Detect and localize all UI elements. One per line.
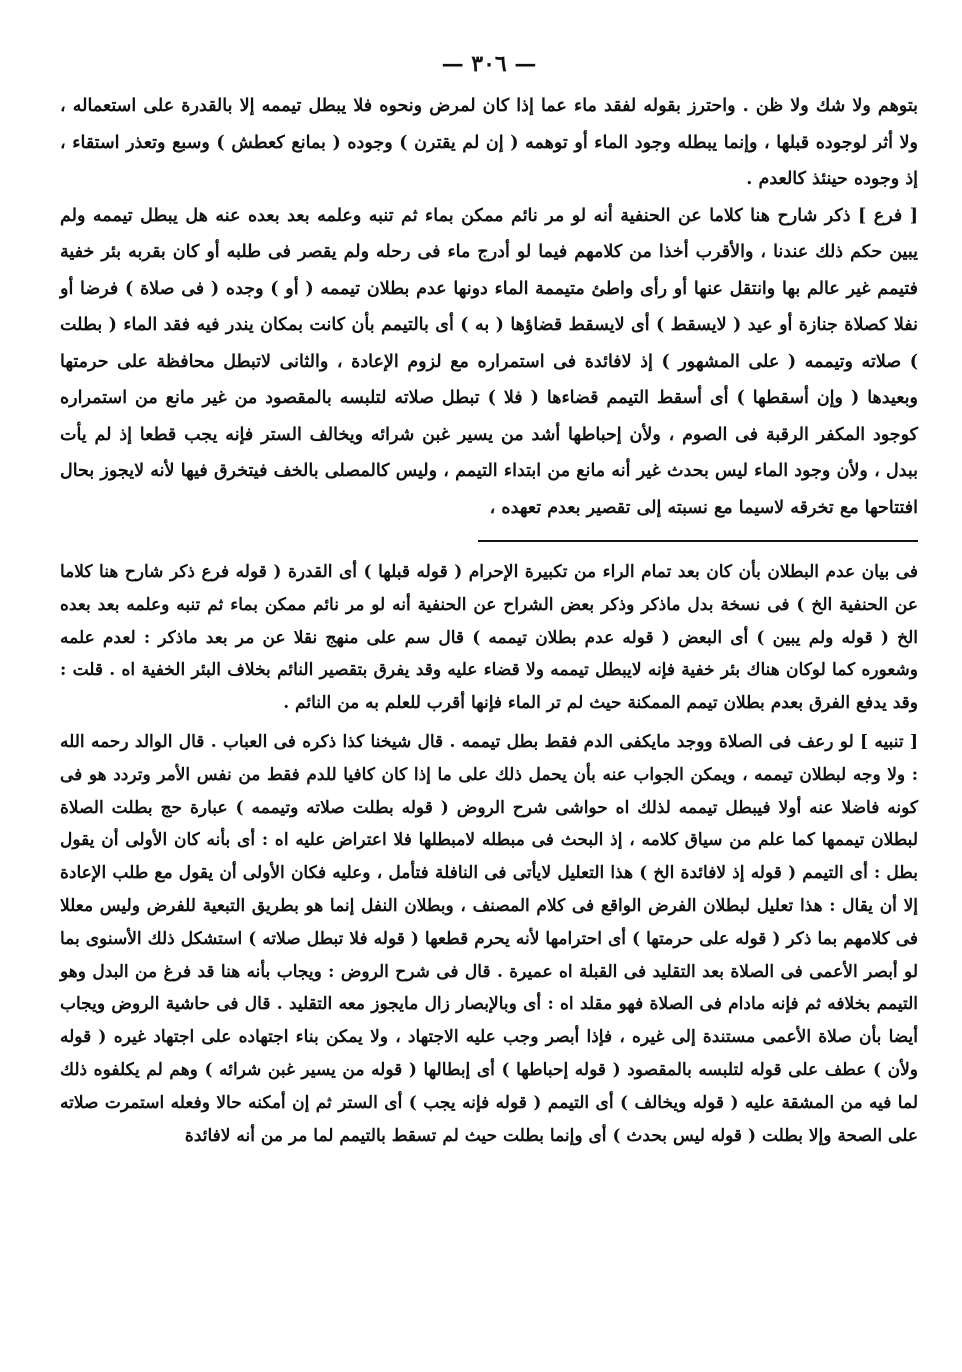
main-paragraph: [ فرع ] ذكر شارح هنا كلاما عن الحنفية أنه لو مر نائم ممكن بماء ثم تنبه وعلمه بعد بعده عنه هل يبطل تيممه ولم يبين حكم ذلك عندنا ، والأقرب أخذا من كلامهم فيما لو أدرج ماء فى رحله ولم يقصر فى طلبه أو كان بقربه بئر خفية فتيمم غير عالم بها وانتقل عنها أو رأى واطئ متيممة الماء دونها عدم بطلان تيممه ( أو ) وجده ( فى صلاة ) فرضا أو نفلا كصلاة جنازة أو عيد ( لايسقط ) أى لايسقط قضاؤها ( به ) أى بالتيمم بأن كانت بمكان يندر فيه فقد الماء ( بطلت ) صلاته وتيممه ( على المشهور ) إذ لافائدة فى استمراره مع لزوم الإعادة ، والثانى لاتبطل محافظة على حرمتها وبعيدها ( وإن أسقطها ) أى أسقط التيمم قضاءها ( فلا ) تبطل صلاته لتلبسه بالمقصود من غير مانع من استمراره كوجود المكفر الرقبة فى الصوم ، ولأن إحباطها أشد من يسير غبن شرائه ويخالف الستر فإنه يجب قطعا إذ لم يأت ببدل ، ولأن وجود الماء ليس بحدث غير أنه مانع من ابتداء التيمم ، وليس كالمصلى بالخف فيتخرق فيها لأنه لايجوز بحال افتتاحها مع تخرقه لاسيما مع نسبته إلى تقصير بعدم تعهده ، xyxy=(60,205,918,518)
page-number: — ٣٠٦ — xyxy=(441,51,537,77)
commentary-paragraph: [ تنبيه ] لو رعف فى الصلاة ووجد مايكفى الدم فقط بطل تيممه . قال شيخنا كذا ذكره فى العباب . قال الوالد رحمه الله : ولا وجه لبطلان تيممه ، ويمكن الجواب عنه بأن يحمل ذلك على ما إذا كان كافيا للدم فقط من نفس الأمر وتردد هو فى كونه فاضلا عنه أولا فيبطل تيممه لذلك اه حواشى شرح الروض ( قوله بطلت صلاته وتيممه ) عبارة حج بطلت الصلاة لبطلان تيممها كما علم من سياق كلامه ، إذ البحث فى مبطله لامبطلها فلا اعتراض عليه اه : أى بأنه كان الأولى أن يقول بطل : أى التيمم ( قوله إذ لافائدة الخ ) هذا التعليل لايأتى فى النافلة فتأمل ، وعليه فكان الأولى أن يقول مع طلب الإعادة إلا أن يقال : هذا تعليل لبطلان الفرض الواقع فى كلام المصنف ، وبطلان النفل إنما هو بطريق التبعية للفرض وليس معللا فى كلامهم بما ذكر ( قوله على حرمتها ) أى احترامها لأنه يحرم قطعها ( قوله فلا تبطل صلاته ) استشكل ذلك الأسنوى بما لو أبصر الأعمى فى الصلاة بعد التقليد فى القبلة اه عميرة . قال فى شرح الروض : ويجاب بأنه هنا قد فرغ من البدل وهو التيمم بخلافه ثم فإنه مادام فى الصلاة فهو مقلد اه : أى وبالإبصار زال مايجوز معه التقليد . قال فى حاشية الروض ويجاب أيضا بأن صلاة الأعمى مستندة إلى غيره ، فإذا أبصر وجب عليه الاجتهاد ، ولا يمكن بناء اجتهاده على اجتهاد غيره ( قوله ولأن ) عطف على قوله لتلبسه بالمقصود ( قوله إحباطها ) أى إبطالها ( قوله من يسير غبن شرائه ) وهم لم يكلفوه ذلك لما فيه من المشقة عليه ( قوله ويخالف ) أى التيمم ( قوله فإنه يجب ) أى الستر ثم إن أمكنه حالا وفعله استمرت صلاته على الصحة وإلا بطلت ( قوله ليس بحدث ) أى وإنما بطلت حيث لم تسقط بالتيمم لما مر من أنه لافائدة xyxy=(60,731,918,1146)
main-text xyxy=(60,88,918,526)
footnote-divider xyxy=(478,540,918,542)
main-paragraph: بتوهم ولا شك ولا ظن . واحترز بقوله لفقد ماء عما إذا كان لمرض ونحوه فلا يبطل تيممه إلا بالقدرة على استعماله ، ولا أثر لوجوده قبلها ، وإنما يبطله وجود الماء أو توهمه ( إن لم يقترن ) وجوده ( بمانع كعطش ) وسبع وتعذر استقاء ، إذ وجوده حينئذ كالعدم . xyxy=(60,96,918,189)
commentary-text xyxy=(60,556,918,1152)
commentary-paragraph: فى بيان عدم البطلان بأن كان بعد تمام الراء من تكبيرة الإحرام ( قوله قبلها ) أى القدرة ( قوله فرع ذكر شارح هنا كلاما عن الحنفية الخ ) فى نسخة بدل ماذكر وذكر بعض الشراح عن الحنفية أنه لو مر نائم ممكن بماء ثم تنبه وعلمه بعد بعده الخ ( قوله ولم يبين ) أى البعض ( قوله عدم بطلان تيممه ) قال سم على منهج نقلا عن مر بعد ماذكر : لعدم علمه وشعوره كما لوكان هناك بئر خفية فإنه لايبطل تيممه ولا قضاء عليه وقد يفرق بتقصير النائم بخلاف البئر الخفية اه . قلت : وقد يدفع الفرق بعدم بطلان تيمم الممكنة حيث لم تر الماء فإنها أقرب للعلم به من النائم . xyxy=(60,562,918,714)
book-page xyxy=(60,40,918,1152)
